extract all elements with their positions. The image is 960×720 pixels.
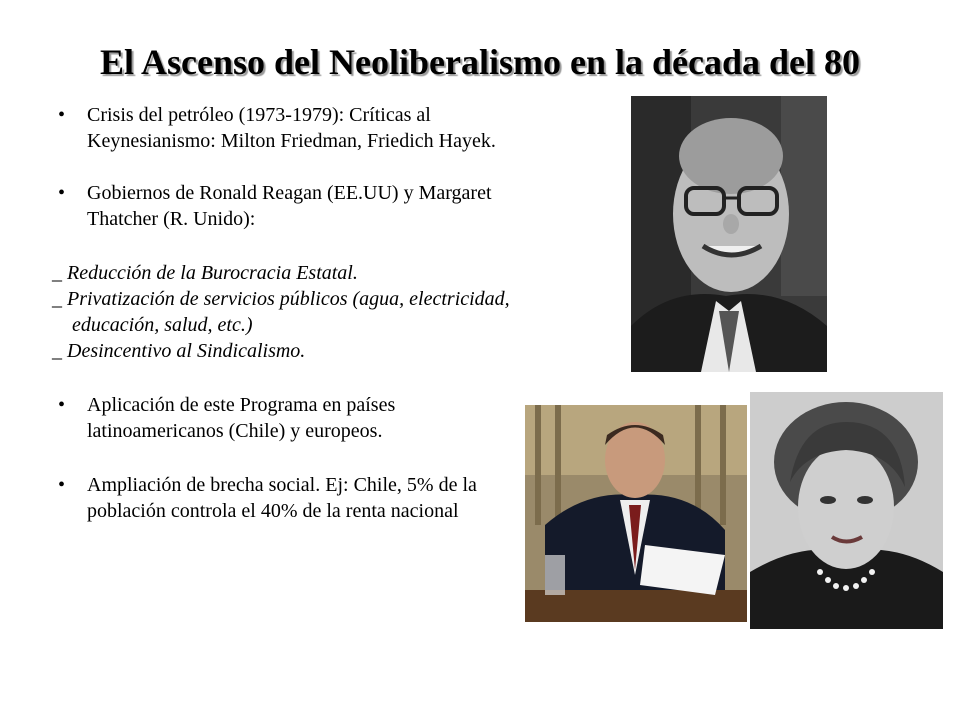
photo-thatcher [750,392,943,629]
bullet-marker: • [58,104,66,126]
dash-item [52,338,522,364]
bullet-text: Gobiernos de Ronald Reagan (EE.UU) y Margaret Thatcher (R. Unido): [87,182,492,230]
bullet-marker: • [58,474,66,496]
bullet-item [52,392,522,444]
dash-marker: _ [52,262,62,284]
bullet-marker: • [58,182,66,204]
dash-item [52,260,522,286]
bullet-item [52,102,522,154]
dash-text: Reducción de la Burocracia Estatal. [67,262,358,284]
slide-body [52,102,522,524]
dash-text: Desincentivo al Sindicalismo. [67,340,306,362]
dash-item [52,286,522,338]
dash-text: Privatización de servicios públicos (agua, electricidad, educación, salud, etc.) [67,288,510,336]
bullet-item [52,180,522,232]
dash-marker: _ [52,288,62,310]
slide-title: El Ascenso del Neoliberalismo en la década del 80 [100,42,860,82]
photo-friedman [631,96,827,372]
portrait-man-glasses-image [631,96,827,372]
bullet-text: Ampliación de brecha social. Ej: Chile, 5% de la población controla el 40% de la renta nacional [87,474,477,522]
bullet-marker: • [58,394,66,416]
bullet-text: Crisis del petróleo (1973-1979): Críticas al Keynesianismo: Milton Friedman, Friedich Hayek. [87,104,496,152]
portrait-man-at-desk-image [525,405,747,622]
bullet-text: Aplicación de este Programa en países latinoamericanos (Chile) y europeos. [87,394,396,442]
portrait-woman-pearls-image [750,392,943,629]
bullet-item [52,472,522,524]
dash-marker: _ [52,340,62,362]
photo-reagan [525,405,747,622]
